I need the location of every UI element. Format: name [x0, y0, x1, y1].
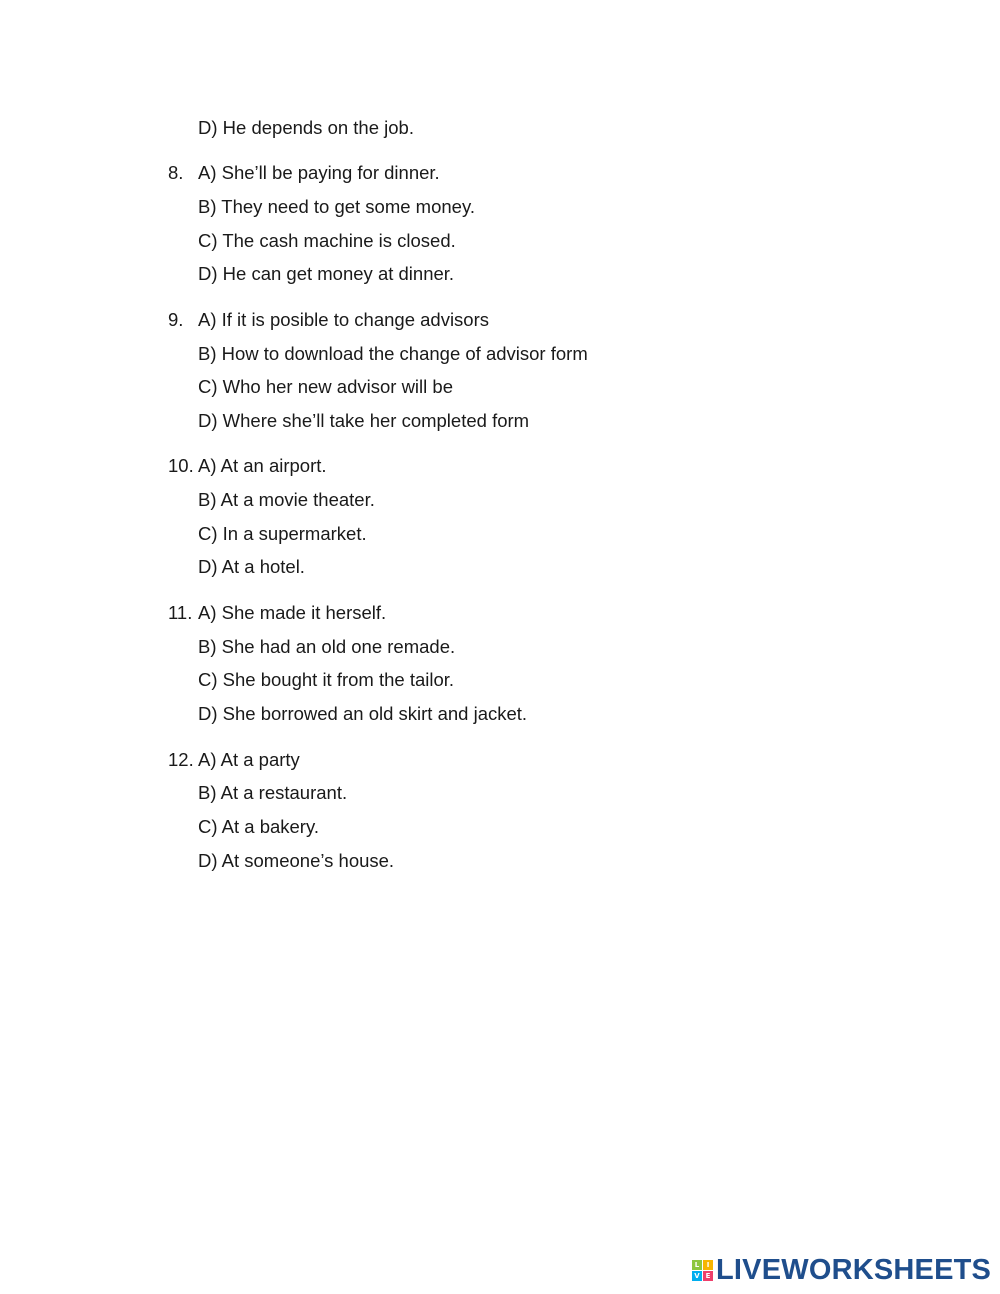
question-7-option-d: D) He depends on the job.	[198, 117, 414, 138]
question-12-number: 12.	[168, 749, 194, 770]
logo-mark-e: E	[703, 1271, 713, 1281]
question-9-option-d: D) Where she’ll take her completed form	[198, 410, 530, 431]
logo-mark-v: V	[692, 1271, 702, 1281]
question-9-option-c: C) Who her new advisor will be	[198, 376, 453, 397]
question-8-option-a: A) She’ll be paying for dinner.	[198, 162, 440, 183]
question-10-number: 10.	[168, 455, 194, 476]
question-10-option-c: C) In a supermarket.	[198, 523, 367, 544]
question-11-option-c: C) She bought it from the tailor.	[198, 669, 455, 690]
question-11-number: 11.	[168, 602, 193, 623]
question-10-option-b: B) At a movie theater.	[198, 489, 375, 510]
question-11-option-d: D) She borrowed an old skirt and jacket.	[198, 703, 528, 724]
liveworksheets-logo-text: LIVEWORKSHEETS	[716, 1254, 992, 1286]
question-9-number: 9.	[168, 309, 184, 330]
question-11-option-b: B) She had an old one remade.	[198, 636, 456, 657]
question-8-number: 8.	[168, 162, 184, 183]
question-12-option-a: A) At a party	[198, 749, 300, 770]
question-12-option-c: C) At a bakery.	[198, 816, 319, 837]
question-12-option-d: D) At someone’s house.	[198, 850, 395, 871]
question-10-option-a: A) At an airport.	[198, 455, 327, 476]
liveworksheets-logo-icon	[692, 1260, 713, 1281]
question-8-option-b: B) They need to get some money.	[198, 196, 475, 217]
question-12-option-b: B) At a restaurant.	[198, 782, 348, 803]
question-10-option-d: D) At a hotel.	[198, 556, 305, 577]
liveworksheets-logo[interactable]	[692, 1255, 991, 1285]
question-8-option-d: D) He can get money at dinner.	[198, 263, 455, 284]
question-9-option-a: A) If it is posible to change advisors	[198, 309, 490, 330]
logo-mark-i: I	[703, 1260, 713, 1270]
logo-mark-l: L	[692, 1260, 702, 1270]
question-9-option-b: B) How to download the change of advisor form	[198, 343, 588, 364]
question-8-option-c: C) The cash machine is closed.	[198, 230, 456, 251]
question-11-option-a: A) She made it herself.	[198, 602, 387, 623]
